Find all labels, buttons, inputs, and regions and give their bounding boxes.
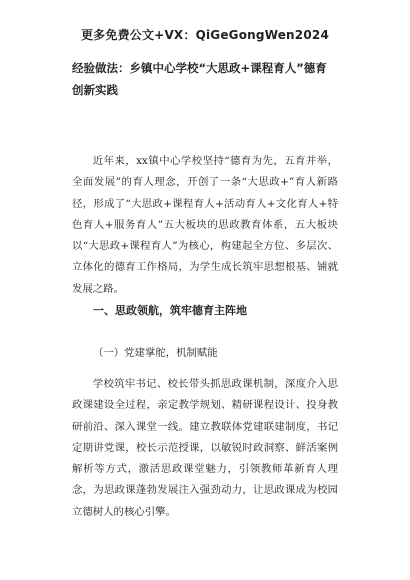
intro-paragraph: 近年来，xx镇中心学校坚持“德育为先，五育并举，全面发展”的育人理念，开创了一条“大思政+”育人新路径，形成了“大思政+课程育人+活动育人+文化育人+特色育人+服务育人”五大板块的思政教育体系，五大板块以“大思政+课程育人”为核心，构建起全方位、多层次、立体化的德育工作格局，为学生成长筑牢思想根基、铺就发展之路。 xyxy=(72,155,338,295)
section-paragraph: 学校筑牢书记、校长带头抓思政课机制，深度介入思政课建设全过程，亲定教学规划、精研课程设计、投身教研前沿、深入课堂一线。建立教联体党建联建制度，书记定期讲党课，校长示范授课，以敏锐时政洞察、鲜活案例解析等方式，激活思政课堂魅力，引领教师革新育人理念，为思政课蓬勃发展注入强劲动力，让思政课成为校园立德树人的核心引擎。 xyxy=(72,378,338,518)
promo-banner: 更多免费公文+VX：QiGeGongWen2024 xyxy=(80,28,329,42)
section-heading: 一、思政领航，筑牢德育主阵地 xyxy=(93,304,247,317)
document-title: 经验做法：乡镇中心学校“大思政+课程育人”德育创新实践 xyxy=(72,61,327,97)
subsection-heading: （一）党建掌舵，机制赋能 xyxy=(93,347,218,359)
